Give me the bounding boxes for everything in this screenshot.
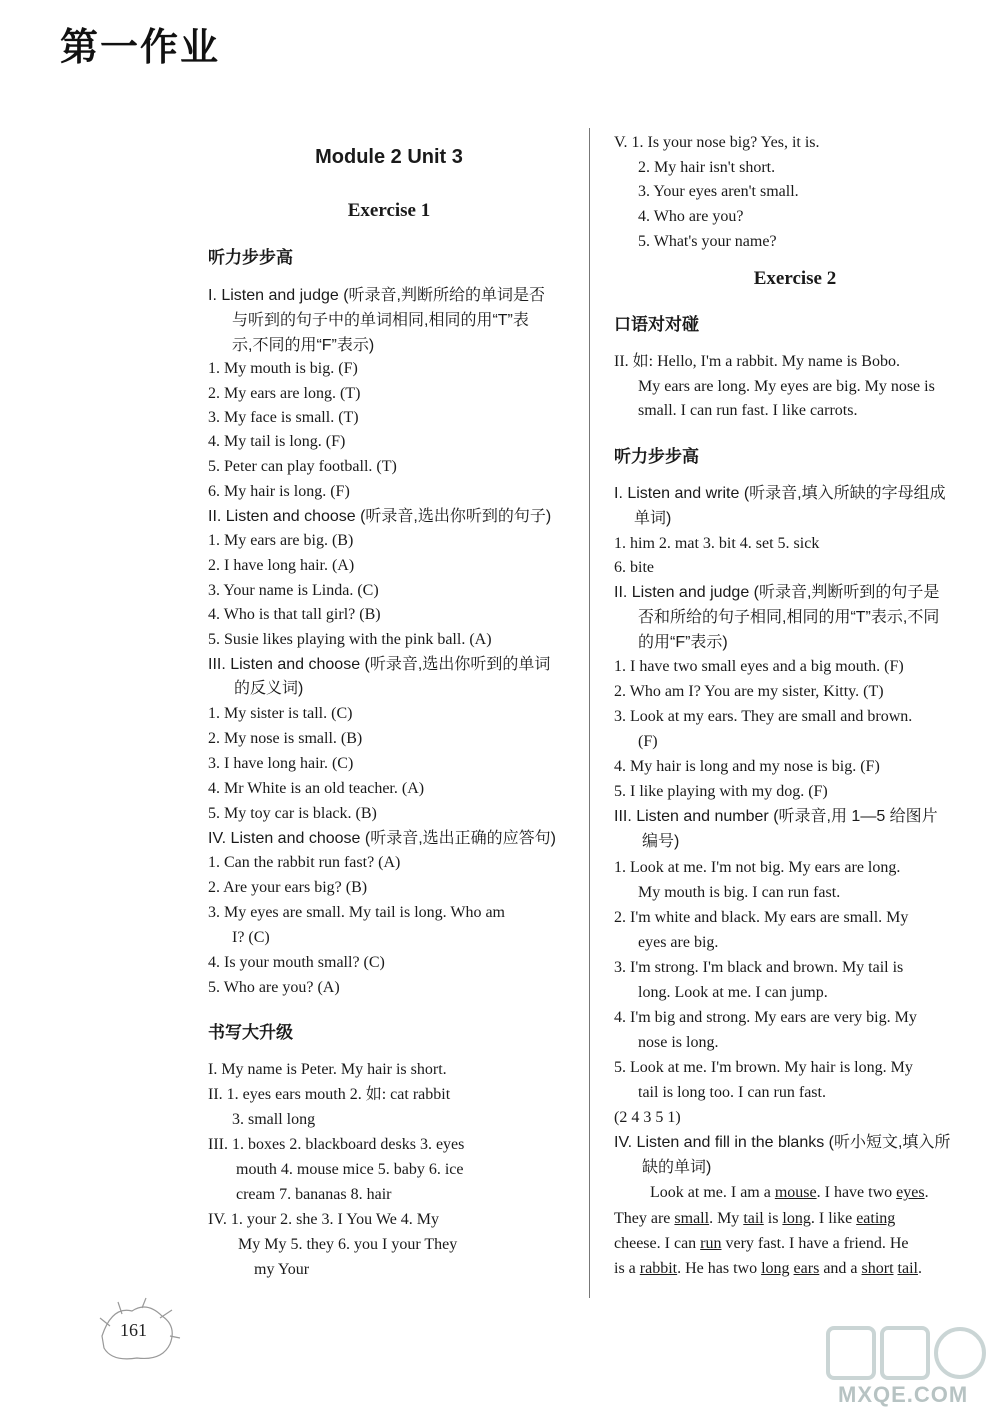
answer-line: 2. My ears are long. (T) [208, 385, 361, 402]
answer-line: 4. I'm big and strong. My ears are very big. My [614, 1009, 917, 1026]
answer-line: My mouth is big. I can run fast. [638, 884, 841, 901]
filled-blank: run [700, 1235, 722, 1252]
answer-line: 5. Who are you? (A) [208, 979, 340, 996]
answer-line: my Your [254, 1261, 310, 1278]
passage-text: . I have two [816, 1184, 897, 1201]
passage-text: . I like [810, 1210, 857, 1227]
question-instruction: 的用“F”表示) [638, 634, 728, 651]
answer-line: 1. him 2. mat 3. bit 4. set 5. sick [614, 535, 820, 552]
filled-blank: ears [793, 1260, 820, 1277]
question-instruction: 与听到的句子中的单词相同,相同的用“T”表 [232, 312, 529, 329]
question-instruction: I. Listen and write (听录音,填入所缺的字母组成 [614, 485, 946, 502]
filled-blank: long [761, 1260, 790, 1277]
answer-line: 5. What's your name? [638, 233, 777, 250]
answer-line: 4. Mr White is an old teacher. (A) [208, 780, 425, 797]
passage-text: is a [614, 1260, 640, 1277]
answer-line: small. I can run fast. I like carrots. [638, 402, 858, 419]
answer-line: (2 4 3 5 1) [614, 1109, 681, 1126]
answer-line: (F) [638, 733, 658, 750]
passage-text: is [763, 1210, 783, 1227]
question-instruction: 否和所给的句子相同,相同的用“T”表示,不同 [638, 609, 940, 626]
passage-text: cheese. I can [614, 1235, 701, 1252]
exercise-title: Exercise 2 [753, 268, 837, 289]
answer-line: 4. My tail is long. (F) [208, 433, 346, 450]
section-heading: 听力步步高 [614, 447, 699, 467]
exercise-title: Exercise 1 [347, 200, 431, 221]
filled-blank: small [674, 1210, 710, 1227]
answer-line: 1. My mouth is big. (F) [208, 360, 358, 377]
question-instruction: 的反义词) [234, 680, 304, 697]
filled-blank: tail [897, 1260, 918, 1277]
answer-line: 2. My nose is small. (B) [208, 730, 363, 747]
question-instruction: 单词) [634, 510, 672, 527]
answer-line: 5. I like playing with my dog. (F) [614, 783, 828, 800]
answer-line: 4. Is your mouth small? (C) [208, 954, 385, 971]
filled-blank: mouse [774, 1184, 817, 1201]
answer-line: 1. I have two small eyes and a big mouth. (F) [614, 658, 904, 675]
answer-line: 6. bite [614, 559, 654, 576]
answer-line: 3. My eyes are small. My tail is long. Who am [208, 904, 505, 921]
answer-line: 2. Are your ears big? (B) [208, 879, 368, 896]
answer-line: 5. Peter can play football. (T) [208, 458, 397, 475]
passage-text: . My [709, 1210, 744, 1227]
answer-line: 1. My ears are big. (B) [208, 532, 354, 549]
answer-line: cream 7. bananas 8. hair [236, 1186, 392, 1203]
answer-line: I. My name is Peter. My hair is short. [208, 1061, 447, 1078]
watermark-text: MXQE.COM [838, 1382, 969, 1407]
section-heading: 书写大升级 [208, 1023, 293, 1043]
question-instruction: IV. Listen and fill in the blanks (听小短文,填入所 [614, 1134, 951, 1151]
passage-line [614, 1233, 909, 1255]
answer-line: 3. Your name is Linda. (C) [208, 582, 379, 599]
answer-line: 3. small long [232, 1111, 316, 1128]
answer-line: 1. My sister is tall. (C) [208, 705, 353, 722]
answer-line: III. 1. boxes 2. blackboard desks 3. eyes [208, 1136, 465, 1153]
answer-line: 3. Look at my ears. They are small and brown. [614, 708, 913, 725]
answer-line: 4. Who is that tall girl? (B) [208, 606, 381, 623]
answer-line: I? (C) [232, 929, 270, 946]
passage-text: . He has two [677, 1260, 762, 1277]
answer-line: mouth 4. mouse mice 5. baby 6. ice [236, 1161, 464, 1178]
passage-line [650, 1182, 929, 1204]
answer-line: 2. Who am I? You are my sister, Kitty. (T) [614, 683, 884, 700]
question-instruction: III. Listen and choose (听录音,选出你听到的单词 [208, 656, 551, 673]
question-instruction: 编号) [642, 833, 680, 850]
passage-line [614, 1258, 922, 1280]
answer-line: 3. I'm strong. I'm black and brown. My tail is [614, 959, 904, 976]
answer-line: My ears are long. My eyes are big. My nose is [638, 378, 935, 395]
column-divider [589, 128, 590, 1298]
passage-text: very fast. I have a friend. He [721, 1235, 909, 1252]
module-title: Module 2 Unit 3 [315, 146, 463, 168]
answer-line: eyes are big. [638, 934, 719, 951]
question-instruction: III. Listen and number (听录音,用 1—5 给图片 [614, 808, 938, 825]
answer-line: long. Look at me. I can jump. [638, 984, 828, 1001]
section-heading: 听力步步高 [208, 248, 293, 268]
answer-line: II. 1. eyes ears mouth 2. 如: cat rabbit [208, 1086, 451, 1103]
answer-line: 2. My hair isn't short. [638, 159, 776, 176]
page-number: 161 [120, 1320, 147, 1340]
answer-line: My My 5. they 6. you I your They [238, 1236, 458, 1253]
answer-line: V. 1. Is your nose big? Yes, it is. [614, 134, 820, 151]
answer-line: 1. Can the rabbit run fast? (A) [208, 854, 401, 871]
passage-text: and a [819, 1260, 862, 1277]
answer-line: 4. Who are you? [638, 208, 744, 225]
section-heading: 口语对对碰 [614, 315, 699, 335]
answer-line: 5. Look at me. I'm brown. My hair is long. My [614, 1059, 913, 1076]
passage-text: Look at me. I am a [650, 1184, 775, 1201]
filled-blank: short [861, 1260, 894, 1277]
answer-line: 3. I have long hair. (C) [208, 755, 354, 772]
filled-blank: eating [856, 1210, 896, 1227]
passage-text: . [917, 1260, 922, 1277]
filled-blank: tail [743, 1210, 764, 1227]
question-instruction: 示,不同的用“F”表示) [232, 337, 375, 354]
brand-logo: 第一作业 [60, 24, 221, 69]
answer-line: 2. I have long hair. (A) [208, 557, 355, 574]
answer-line: 1. Look at me. I'm not big. My ears are long. [614, 859, 901, 876]
answer-line: 3. Your eyes aren't small. [638, 183, 799, 200]
filled-blank: rabbit [639, 1260, 678, 1277]
passage-text: . [924, 1184, 929, 1201]
answer-line: 5. Susie likes playing with the pink ball. (A) [208, 631, 492, 648]
question-instruction: I. Listen and judge (听录音,判断所给的单词是否 [208, 287, 545, 304]
answer-line: 2. I'm white and black. My ears are small. My [614, 909, 909, 926]
passage-text: They are [614, 1210, 675, 1227]
answer-line: 5. My toy car is black. (B) [208, 805, 377, 822]
answer-line: 4. My hair is long and my nose is big. (F) [614, 758, 880, 775]
answer-line: 6. My hair is long. (F) [208, 483, 350, 500]
filled-blank: long [782, 1210, 811, 1227]
question-instruction: II. Listen and choose (听录音,选出你听到的句子) [208, 508, 552, 525]
filled-blank: eyes [896, 1184, 925, 1201]
answer-line: nose is long. [638, 1034, 719, 1051]
question-instruction: 缺的单词) [642, 1159, 712, 1176]
answer-line: II. 如: Hello, I'm a rabbit. My name is Bobo. [614, 353, 900, 370]
answer-line: tail is long too. I can run fast. [638, 1084, 826, 1101]
answer-line: IV. 1. your 2. she 3. I You We 4. My [208, 1211, 440, 1228]
question-instruction: IV. Listen and choose (听录音,选出正确的应答句) [208, 830, 556, 847]
passage-line [614, 1208, 895, 1230]
answer-line: 3. My face is small. (T) [208, 409, 359, 426]
question-instruction: II. Listen and judge (听录音,判断听到的句子是 [614, 584, 940, 601]
